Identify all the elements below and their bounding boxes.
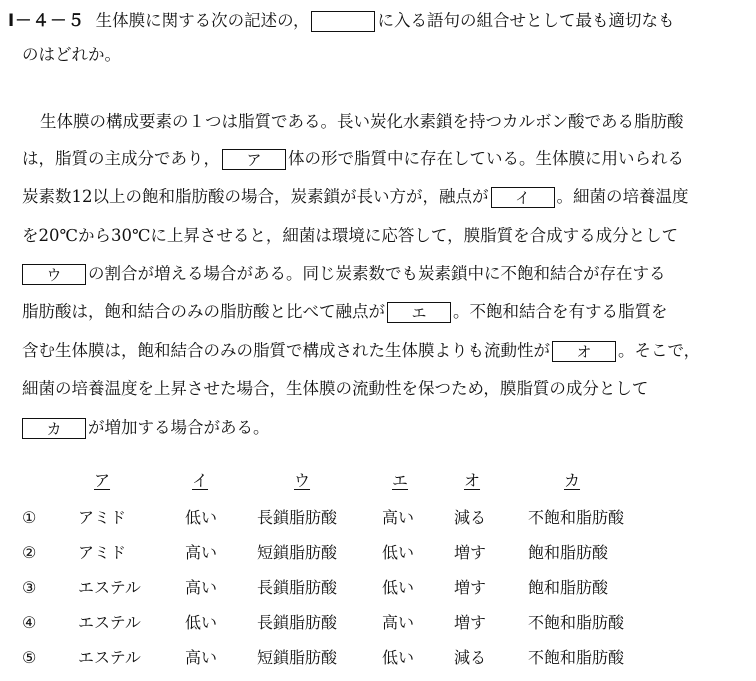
cell-i: 高い [185, 543, 218, 562]
passage-l7-pre: 含む生体膜は，飽和結合のみの脂質で構成された生体膜よりも流動性が [22, 341, 550, 360]
blank-e-box: エ [387, 302, 451, 323]
option-number: ① [22, 508, 37, 527]
cell-a: アミド [78, 543, 127, 562]
header-ka: カ [564, 471, 581, 490]
cell-u: 短鎖脂肪酸 [257, 543, 338, 562]
passage-line-9 [22, 417, 270, 439]
table-row[interactable] [22, 540, 722, 566]
cell-i: 高い [185, 578, 218, 597]
cell-o: 増す [454, 578, 487, 597]
passage-line-1: 生体膜の構成要素の１つは脂質である。長い炭化水素鎖を持つカルボン酸である脂肪酸 [40, 112, 684, 131]
question-header [8, 10, 674, 32]
question-intro-a: 生体膜に関する次の記述の， [95, 11, 310, 30]
passage-l5-post: の割合が増える場合がある。同じ炭素数でも炭素鎖中に不飽和結合が存在する [88, 264, 666, 283]
cell-ka: 飽和脂肪酸 [528, 578, 609, 597]
option-number: ③ [22, 578, 37, 597]
passage-line-5 [22, 263, 666, 285]
header-o: オ [464, 471, 481, 490]
blank-o-box: オ [552, 341, 616, 362]
passage-line-3 [22, 186, 689, 208]
passage-l2-pre: は，脂質の主成分であり， [22, 149, 220, 168]
header-i: イ [192, 471, 209, 490]
cell-u: 長鎖脂肪酸 [257, 613, 338, 632]
blank-a-box: ア [222, 149, 286, 170]
header-a: ア [94, 471, 111, 490]
passage-l3-pre: 炭素数12以上の飽和脂肪酸の場合，炭素鎖が長い方が，融点が [22, 187, 489, 206]
cell-o: 増す [454, 613, 487, 632]
cell-o: 減る [454, 508, 487, 527]
passage-l2-post: 体の形で脂質中に存在している。生体膜に用いられる [288, 149, 684, 168]
header-e: エ [392, 471, 409, 490]
cell-u: 短鎖脂肪酸 [257, 648, 338, 667]
cell-a: アミド [78, 508, 127, 527]
passage-line-2 [22, 148, 684, 170]
blank-ka-box: カ [22, 418, 86, 439]
cell-e: 高い [382, 508, 415, 527]
cell-a: エステル [78, 613, 141, 632]
cell-ka: 不飽和脂肪酸 [528, 508, 625, 527]
passage-l6-pre: 脂肪酸は，飽和結合のみの脂肪酸と比べて融点が [22, 302, 385, 321]
question-number: Ⅰ－４－５ [8, 11, 86, 30]
table-row[interactable] [22, 575, 722, 601]
blank-u-box: ウ [22, 264, 86, 285]
blank-box-generic [311, 11, 375, 32]
passage-l6-post: 。不飽和結合を有する脂質を [453, 302, 668, 321]
cell-a: エステル [78, 648, 141, 667]
cell-ka: 不飽和脂肪酸 [528, 648, 625, 667]
option-number: ④ [22, 613, 37, 632]
cell-e: 低い [382, 543, 415, 562]
cell-o: 減る [454, 648, 487, 667]
table-row[interactable] [22, 505, 722, 531]
header-u: ウ [294, 471, 311, 490]
table-header-row [22, 468, 722, 494]
passage-line-6 [22, 301, 668, 323]
table-row[interactable] [22, 645, 722, 671]
cell-e: 低い [382, 578, 415, 597]
passage-line-7 [22, 340, 700, 362]
table-row[interactable] [22, 610, 722, 636]
question-intro-b: に入る語句の組合せとして最も適切なも [377, 11, 675, 30]
cell-u: 長鎖脂肪酸 [257, 578, 338, 597]
cell-ka: 不飽和脂肪酸 [528, 613, 625, 632]
cell-ka: 飽和脂肪酸 [528, 543, 609, 562]
cell-e: 高い [382, 613, 415, 632]
cell-i: 高い [185, 648, 218, 667]
cell-i: 低い [185, 613, 218, 632]
cell-i: 低い [185, 508, 218, 527]
passage-line-8: 細菌の培養温度を上昇させた場合，生体膜の流動性を保つため，膜脂質の成分として [22, 379, 649, 398]
cell-a: エステル [78, 578, 141, 597]
cell-o: 増す [454, 543, 487, 562]
question-intro-line2: のはどれか。 [22, 45, 121, 64]
passage-l7-post: 。そこで， [618, 341, 701, 360]
cell-u: 長鎖脂肪酸 [257, 508, 338, 527]
blank-i-box: イ [491, 187, 555, 208]
passage-l3-post: 。細菌の培養温度 [556, 187, 689, 206]
passage-l9-post: が増加する場合がある。 [88, 418, 270, 437]
passage-line-4: を20℃から30℃に上昇させると，細菌は環境に応答して，膜脂質を合成する成分として [22, 226, 679, 245]
option-number: ⑤ [22, 648, 37, 667]
cell-e: 低い [382, 648, 415, 667]
option-number: ② [22, 543, 37, 562]
